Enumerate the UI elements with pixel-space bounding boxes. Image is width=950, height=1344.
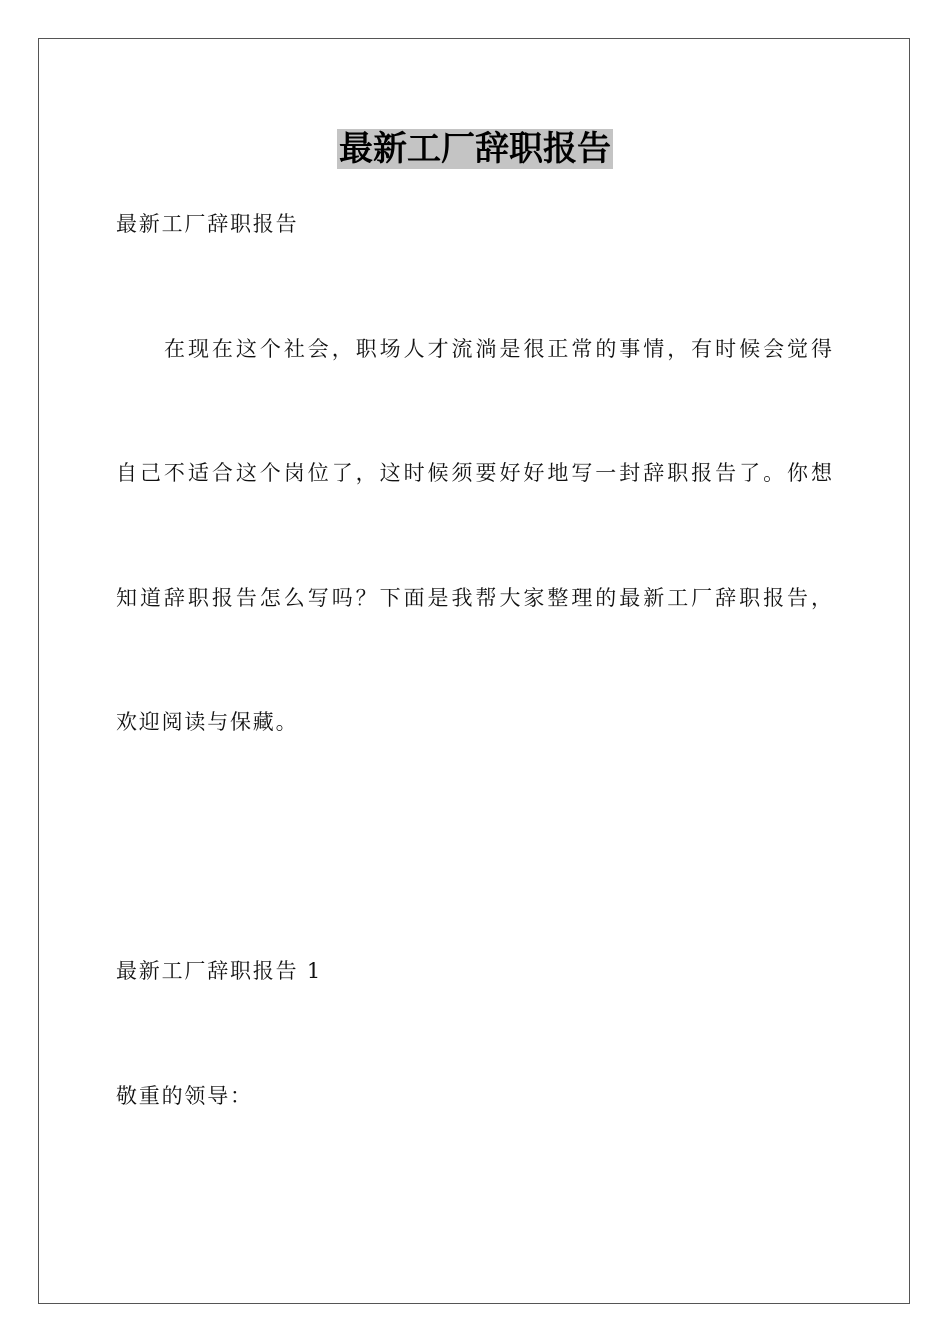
document-title-text: 最新工厂辞职报告 — [339, 129, 611, 169]
section-heading: 最新工厂辞职报告 1 — [116, 959, 323, 983]
document-subtitle: 最新工厂辞职报告 — [116, 212, 299, 236]
intro-paragraph-line-3: 知道辞职报告怎么写吗？下面是我帮大家整理的最新工厂辞职报告， — [116, 586, 832, 610]
salutation: 敬重的领导： — [116, 1084, 253, 1108]
intro-paragraph-line-2: 自己不适合这个岗位了，这时候须要好好地写一封辞职报告了。你想 — [116, 461, 832, 485]
intro-paragraph-line-4: 欢迎阅读与保藏。 — [116, 710, 299, 734]
intro-paragraph-line-1: 在现在这个社会，职场人才流淌是很正常的事情，有时候会觉得 — [164, 337, 832, 361]
document-title — [0, 127, 950, 171]
